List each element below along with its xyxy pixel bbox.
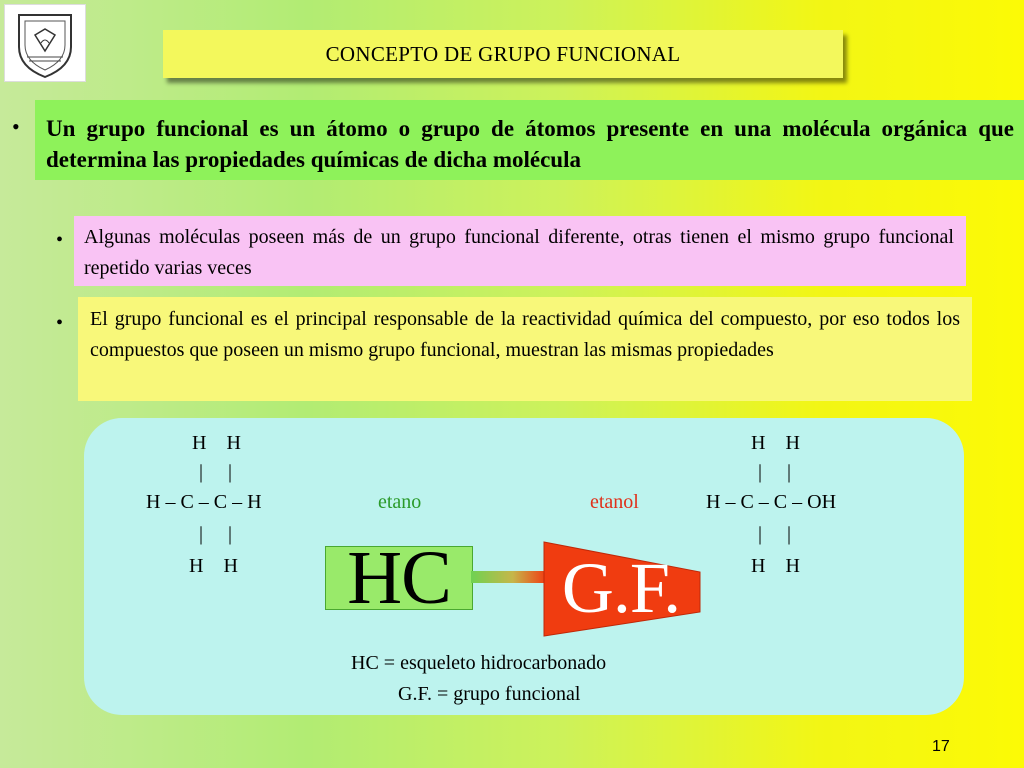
hydrocarbon-skeleton-box: HC (325, 546, 473, 610)
ethane-top-bonds: | | (199, 461, 233, 483)
page-number: 17 (932, 738, 950, 755)
ethanol-top-bonds: | | (758, 461, 792, 483)
ethane-bottom-bonds: | | (199, 523, 233, 545)
logo-seal-icon (5, 5, 85, 81)
ethanol-name: etanol (590, 491, 639, 513)
ethane-bottom-h: H H (189, 555, 238, 577)
definition-text: Un grupo funcional es un átomo o grupo de átomos presente en una molécula orgánica que determina las propiedades químicas de dicha molécula (46, 116, 1014, 172)
ethanol-top-h: H H (751, 432, 800, 454)
slide-title-text: CONCEPTO DE GRUPO FUNCIONAL (325, 41, 681, 66)
skeleton-group-connector (471, 571, 547, 583)
bullet-marker: • (56, 229, 64, 251)
bullet-marker: • (12, 114, 20, 139)
ethane-formula: H – C – C – H (146, 491, 262, 513)
point1-text: Algunas moléculas poseen más de un grupo funcional diferente, otras tienen el mismo grupo funcional repetido varias veces (84, 226, 954, 279)
university-logo (4, 4, 86, 82)
ethane-top-h: H H (192, 432, 241, 454)
ethanol-bottom-bonds: | | (758, 523, 792, 545)
legend-hc: HC = esqueleto hidrocarbonado (351, 652, 607, 674)
bullet-marker: • (56, 312, 64, 334)
ethanol-formula: H – C – C – OH (706, 491, 837, 513)
legend-gf: G.F. = grupo funcional (398, 683, 581, 705)
point2-text: El grupo funcional es el principal responsable de la reactividad química del compuesto, por eso todos los compuestos que poseen un mismo grupo funcional, muestran las mismas propiedades (90, 308, 960, 361)
ethane-name: etano (378, 491, 422, 513)
functional-group-label: G.F. (561, 548, 681, 628)
slide-title (163, 30, 843, 78)
ethanol-bottom-h: H H (751, 555, 800, 577)
